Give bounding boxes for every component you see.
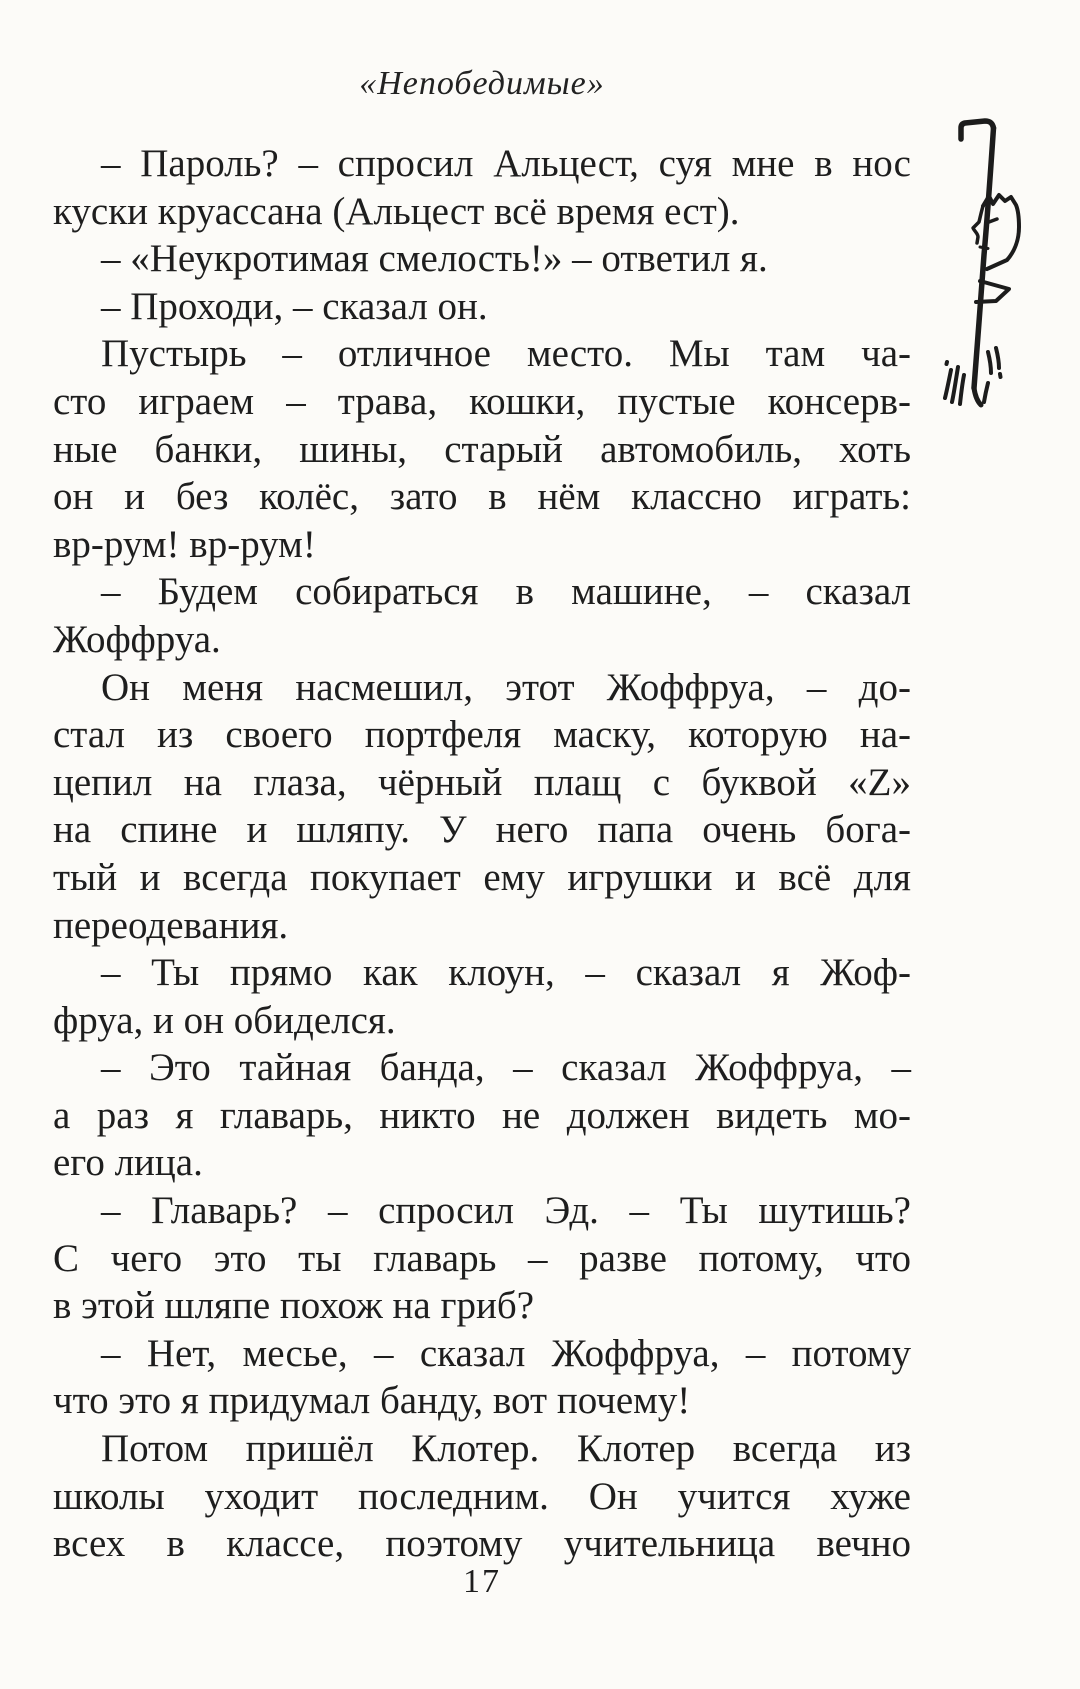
text-line: цепил на глаза, чёрный плащ с буквой «Z»	[53, 760, 911, 804]
text-line: фруа, и он обиделся.	[53, 998, 396, 1042]
boy-peeking-behind-lamppost-illustration	[930, 105, 1040, 415]
text-line: Жоффруа.	[53, 617, 221, 661]
text-line: тый и всегда покупает ему игрушки и всё для	[53, 855, 911, 899]
text-line: – Будем собираться в машине, – сказал	[101, 570, 911, 614]
text-line: – Ты прямо как клоун, – сказал я Жоф-	[101, 951, 911, 995]
text-line: – «Неукротимая смелость!» – ответил я.	[101, 237, 768, 281]
text-line: С чего это ты главарь – разве потому, что	[53, 1236, 911, 1280]
text-line: Пустырь – отличное место. Мы там ча-	[101, 332, 911, 376]
text-line: вр-рум! вр-рум!	[53, 522, 316, 566]
text-line: – Это тайная банда, – сказал Жоффруа, –	[101, 1046, 911, 1090]
text-line: – Проходи, – сказал он.	[101, 284, 488, 328]
page-number: 17	[463, 1563, 501, 1600]
text-line: переодевания.	[53, 903, 289, 947]
text-line: ные банки, шины, старый автомобиль, хоть	[53, 427, 911, 471]
text-line: в этой шляпе похож на гриб?	[53, 1284, 535, 1328]
text-line: Потом пришёл Клотер. Клотер всегда из	[101, 1427, 911, 1471]
text-line: школы уходит последним. Он учится хуже	[53, 1474, 911, 1518]
text-line: а раз я главарь, никто не должен видеть мо-	[53, 1093, 911, 1137]
text-line: на спине и шляпу. У него папа очень бога-	[53, 808, 911, 852]
text-line: – Нет, месье, – сказал Жоффруа, – потому	[101, 1331, 911, 1375]
text-line: он и без колёс, зато в нём классно играть:	[53, 475, 911, 519]
text-line: Он меня насмешил, этот Жоффруа, – до-	[101, 665, 911, 709]
text-line: – Пароль? – спросил Альцест, суя мне в нос	[101, 142, 911, 185]
text-line: всех в классе, поэтому учительница вечно	[53, 1522, 911, 1566]
text-line: куски круассана (Альцест всё время ест).	[53, 189, 740, 233]
text-line: что это я придумал банду, вот почему!	[53, 1379, 691, 1423]
body-text	[53, 140, 911, 1568]
text-line: стал из своего портфеля маску, которую на-	[53, 713, 911, 757]
text-line: сто играем – трава, кошки, пустые консерв-	[53, 379, 911, 423]
running-head: «Непобедимые»	[359, 65, 605, 102]
text-line: – Главарь? – спросил Эд. – Ты шутишь?	[101, 1189, 911, 1233]
text-line: его лица.	[53, 1141, 203, 1185]
